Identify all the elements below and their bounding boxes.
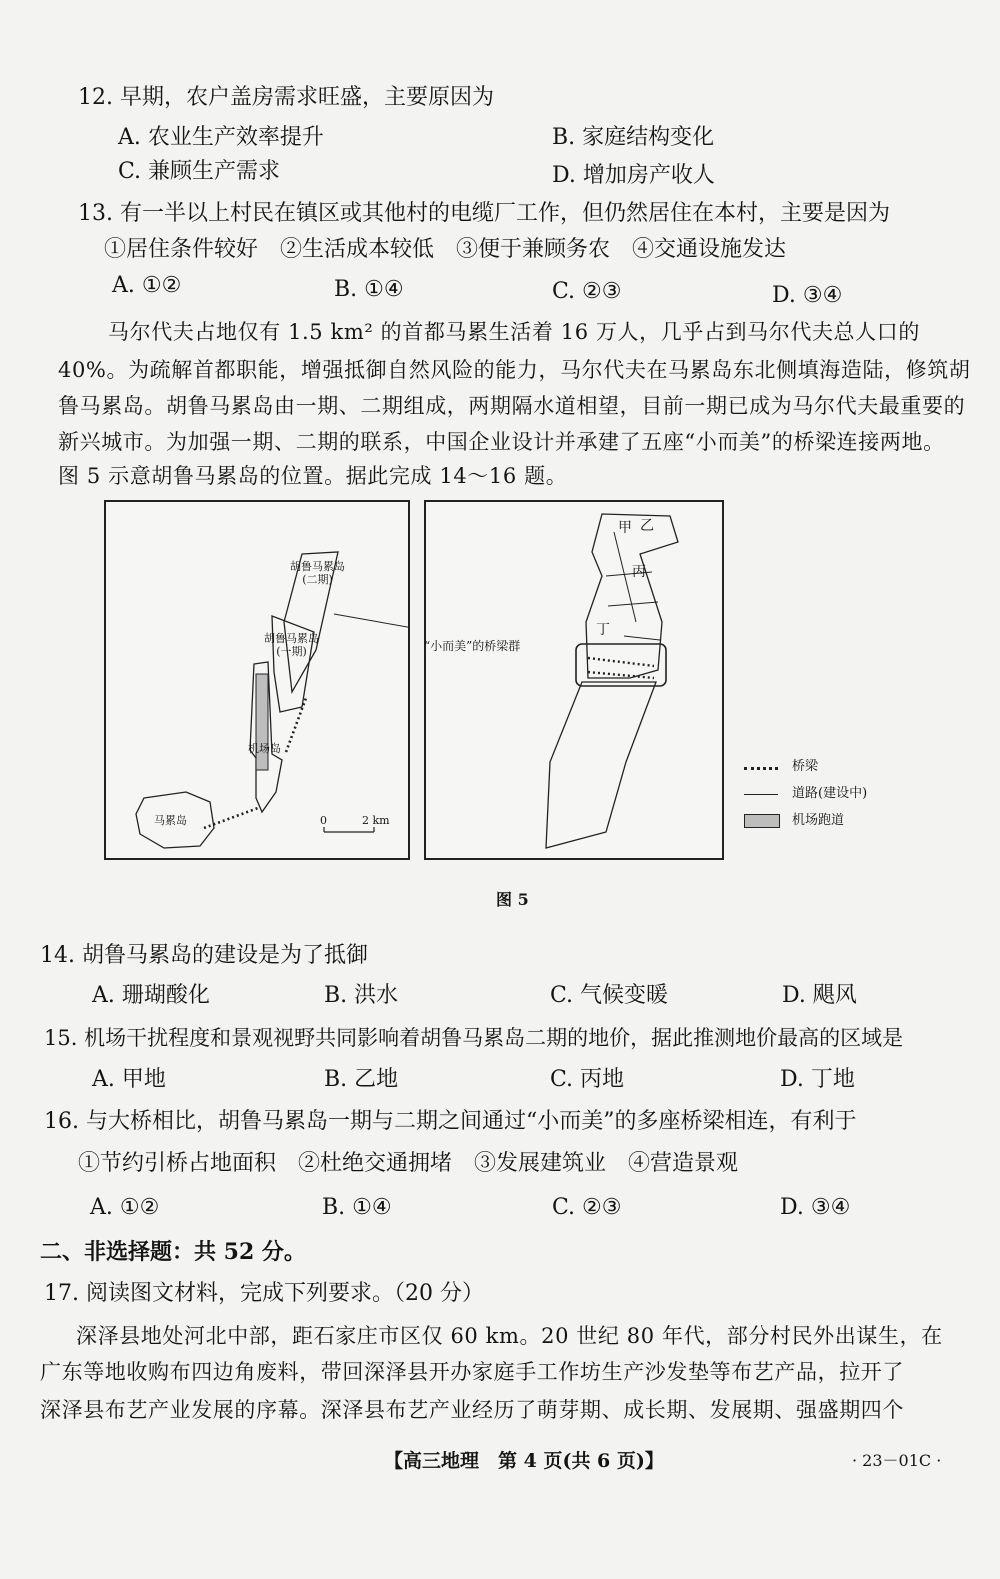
scale-km: 2 km xyxy=(362,814,390,827)
q12-option-d: D. 增加房产收人 xyxy=(552,163,715,188)
page-footer: 【高三地理 第 4 页(共 6 页)】 xyxy=(384,1450,664,1472)
legend-road-swatch xyxy=(744,794,778,795)
legend-road-label: 道路(建设中) xyxy=(792,786,868,801)
figure-left-panel xyxy=(104,500,410,860)
bridge-group-dots xyxy=(588,658,654,678)
q15-option-b: B. 乙地 xyxy=(324,1067,399,1092)
phase1-detail-outline xyxy=(546,682,656,848)
label-jia: 甲 xyxy=(618,520,632,536)
q16-option-c: C. ②③ xyxy=(552,1195,622,1220)
scale-bar xyxy=(324,827,374,832)
legend-bridge-swatch xyxy=(744,767,778,770)
q12-stem: 12. 早期，农户盖房需求旺盛，主要原因为 xyxy=(78,85,494,110)
q14-option-d: D. 飓风 xyxy=(782,983,857,1008)
label-phase2: 胡鲁马累岛 (二期) xyxy=(290,560,345,586)
q15-option-d: D. 丁地 xyxy=(780,1067,855,1092)
q14-option-c: C. 气候变暖 xyxy=(550,983,669,1008)
left-map-drawing xyxy=(106,502,408,858)
q16-statements: ①节约引桥占地面积 ②杜绝交通拥堵 ③发展建筑业 ④营造景观 xyxy=(78,1151,739,1176)
q16-option-d: D. ③④ xyxy=(780,1195,851,1220)
passage-line-1: 马尔代夫占地仅有 1.5 km² 的首都马累生活着 16 万人，几乎占到马尔代夫总人口的 xyxy=(108,320,920,344)
scale-zero: 0 xyxy=(320,814,327,827)
figure-right-panel xyxy=(424,500,724,860)
q13-option-d: D. ③④ xyxy=(772,283,843,308)
section-2-heading: 二、非选择题：共 52 分。 xyxy=(40,1239,306,1265)
q15-stem: 15. 机场干扰程度和景观视野共同影响着胡鲁马累岛二期的地价，据此推测地价最高的区域是 xyxy=(44,1026,904,1050)
q13-statements: ①居住条件较好 ②生活成本较低 ③便于兼顾务农 ④交通设施发达 xyxy=(104,237,787,262)
bridge-airport-phase1 xyxy=(286,698,306,752)
passage-line-4: 新兴城市。为加强一期、二期的联系，中国企业设计并承建了五座“小而美”的桥梁连接两地。 xyxy=(58,430,945,454)
legend-runway-label: 机场跑道 xyxy=(792,813,845,828)
roads-lines xyxy=(606,532,660,640)
label-bridge-group: “小而美”的桥梁群 xyxy=(424,639,521,653)
page-code: · 23－01C · xyxy=(852,1451,942,1470)
q17-line-2: 广东等地收购布四边角废料，带回深泽县开办家庭手工作坊生产沙发垫等布艺产品，拉开了 xyxy=(40,1360,904,1384)
q16-option-a: A. ①② xyxy=(90,1195,160,1220)
q17-line-3: 深泽县布艺产业发展的序幕。深泽县布艺产业经历了萌芽期、成长期、发展期、强盛期四个 xyxy=(40,1398,904,1422)
inset-arrow-line xyxy=(334,614,408,630)
q16-option-b: B. ①④ xyxy=(322,1195,392,1220)
passage-line-2: 40%。为疏解首都职能，增强抵御自然风险的能力，马尔代夫在马累岛东北侧填海造陆，修筑胡 xyxy=(58,358,971,382)
label-ding: 丁 xyxy=(596,622,610,638)
runway-rect xyxy=(256,674,268,770)
q12-option-b: B. 家庭结构变化 xyxy=(552,125,715,150)
label-bing: 丙 xyxy=(632,564,646,580)
q15-option-a: A. 甲地 xyxy=(92,1067,166,1092)
q15-option-c: C. 丙地 xyxy=(550,1067,625,1092)
passage-line-3: 鲁马累岛。胡鲁马累岛由一期、二期组成，两期隔水道相望，目前一期已成为马尔代夫最重要的 xyxy=(58,394,966,418)
q13-option-b: B. ①④ xyxy=(334,277,404,302)
q16-stem: 16. 与大桥相比，胡鲁马累岛一期与二期之间通过“小而美”的多座桥梁相连，有利于 xyxy=(44,1109,857,1134)
figure-caption: 图 5 xyxy=(496,890,529,909)
q14-option-b: B. 洪水 xyxy=(324,983,399,1008)
phase2-detail-outline xyxy=(586,514,678,678)
q14-stem: 14. 胡鲁马累岛的建设是为了抵御 xyxy=(40,943,368,968)
q13-option-a: A. ①② xyxy=(112,273,182,298)
q13-stem: 13. 有一半以上村民在镇区或其他村的电缆厂工作，但仍然居住在本村，主要是因为 xyxy=(78,201,890,226)
q12-option-a: A. 农业生产效率提升 xyxy=(118,125,324,150)
q12-option-c: C. 兼顾生产需求 xyxy=(118,159,281,184)
q14-option-a: A. 珊瑚酸化 xyxy=(92,983,210,1008)
label-yi: 乙 xyxy=(640,518,654,534)
legend-runway-swatch xyxy=(744,814,780,828)
passage-line-5: 图 5 示意胡鲁马累岛的位置。据此完成 14～16 题。 xyxy=(58,464,568,488)
q13-option-c: C. ②③ xyxy=(552,279,622,304)
label-airport-island: 机场岛 xyxy=(248,742,281,755)
q17-line-1: 深泽县地处河北中部，距石家庄市区仅 60 km。20 世纪 80 年代，部分村民外出谋生，在 xyxy=(76,1324,943,1348)
legend-bridge-label: 桥梁 xyxy=(792,759,819,774)
label-phase1: 胡鲁马累岛 (一期) xyxy=(264,632,319,658)
bridge-group-frame xyxy=(576,644,666,686)
right-map-drawing xyxy=(426,502,722,858)
label-male-island: 马累岛 xyxy=(154,814,187,827)
q17-stem: 17. 阅读图文材料，完成下列要求。（20 分） xyxy=(44,1281,484,1306)
